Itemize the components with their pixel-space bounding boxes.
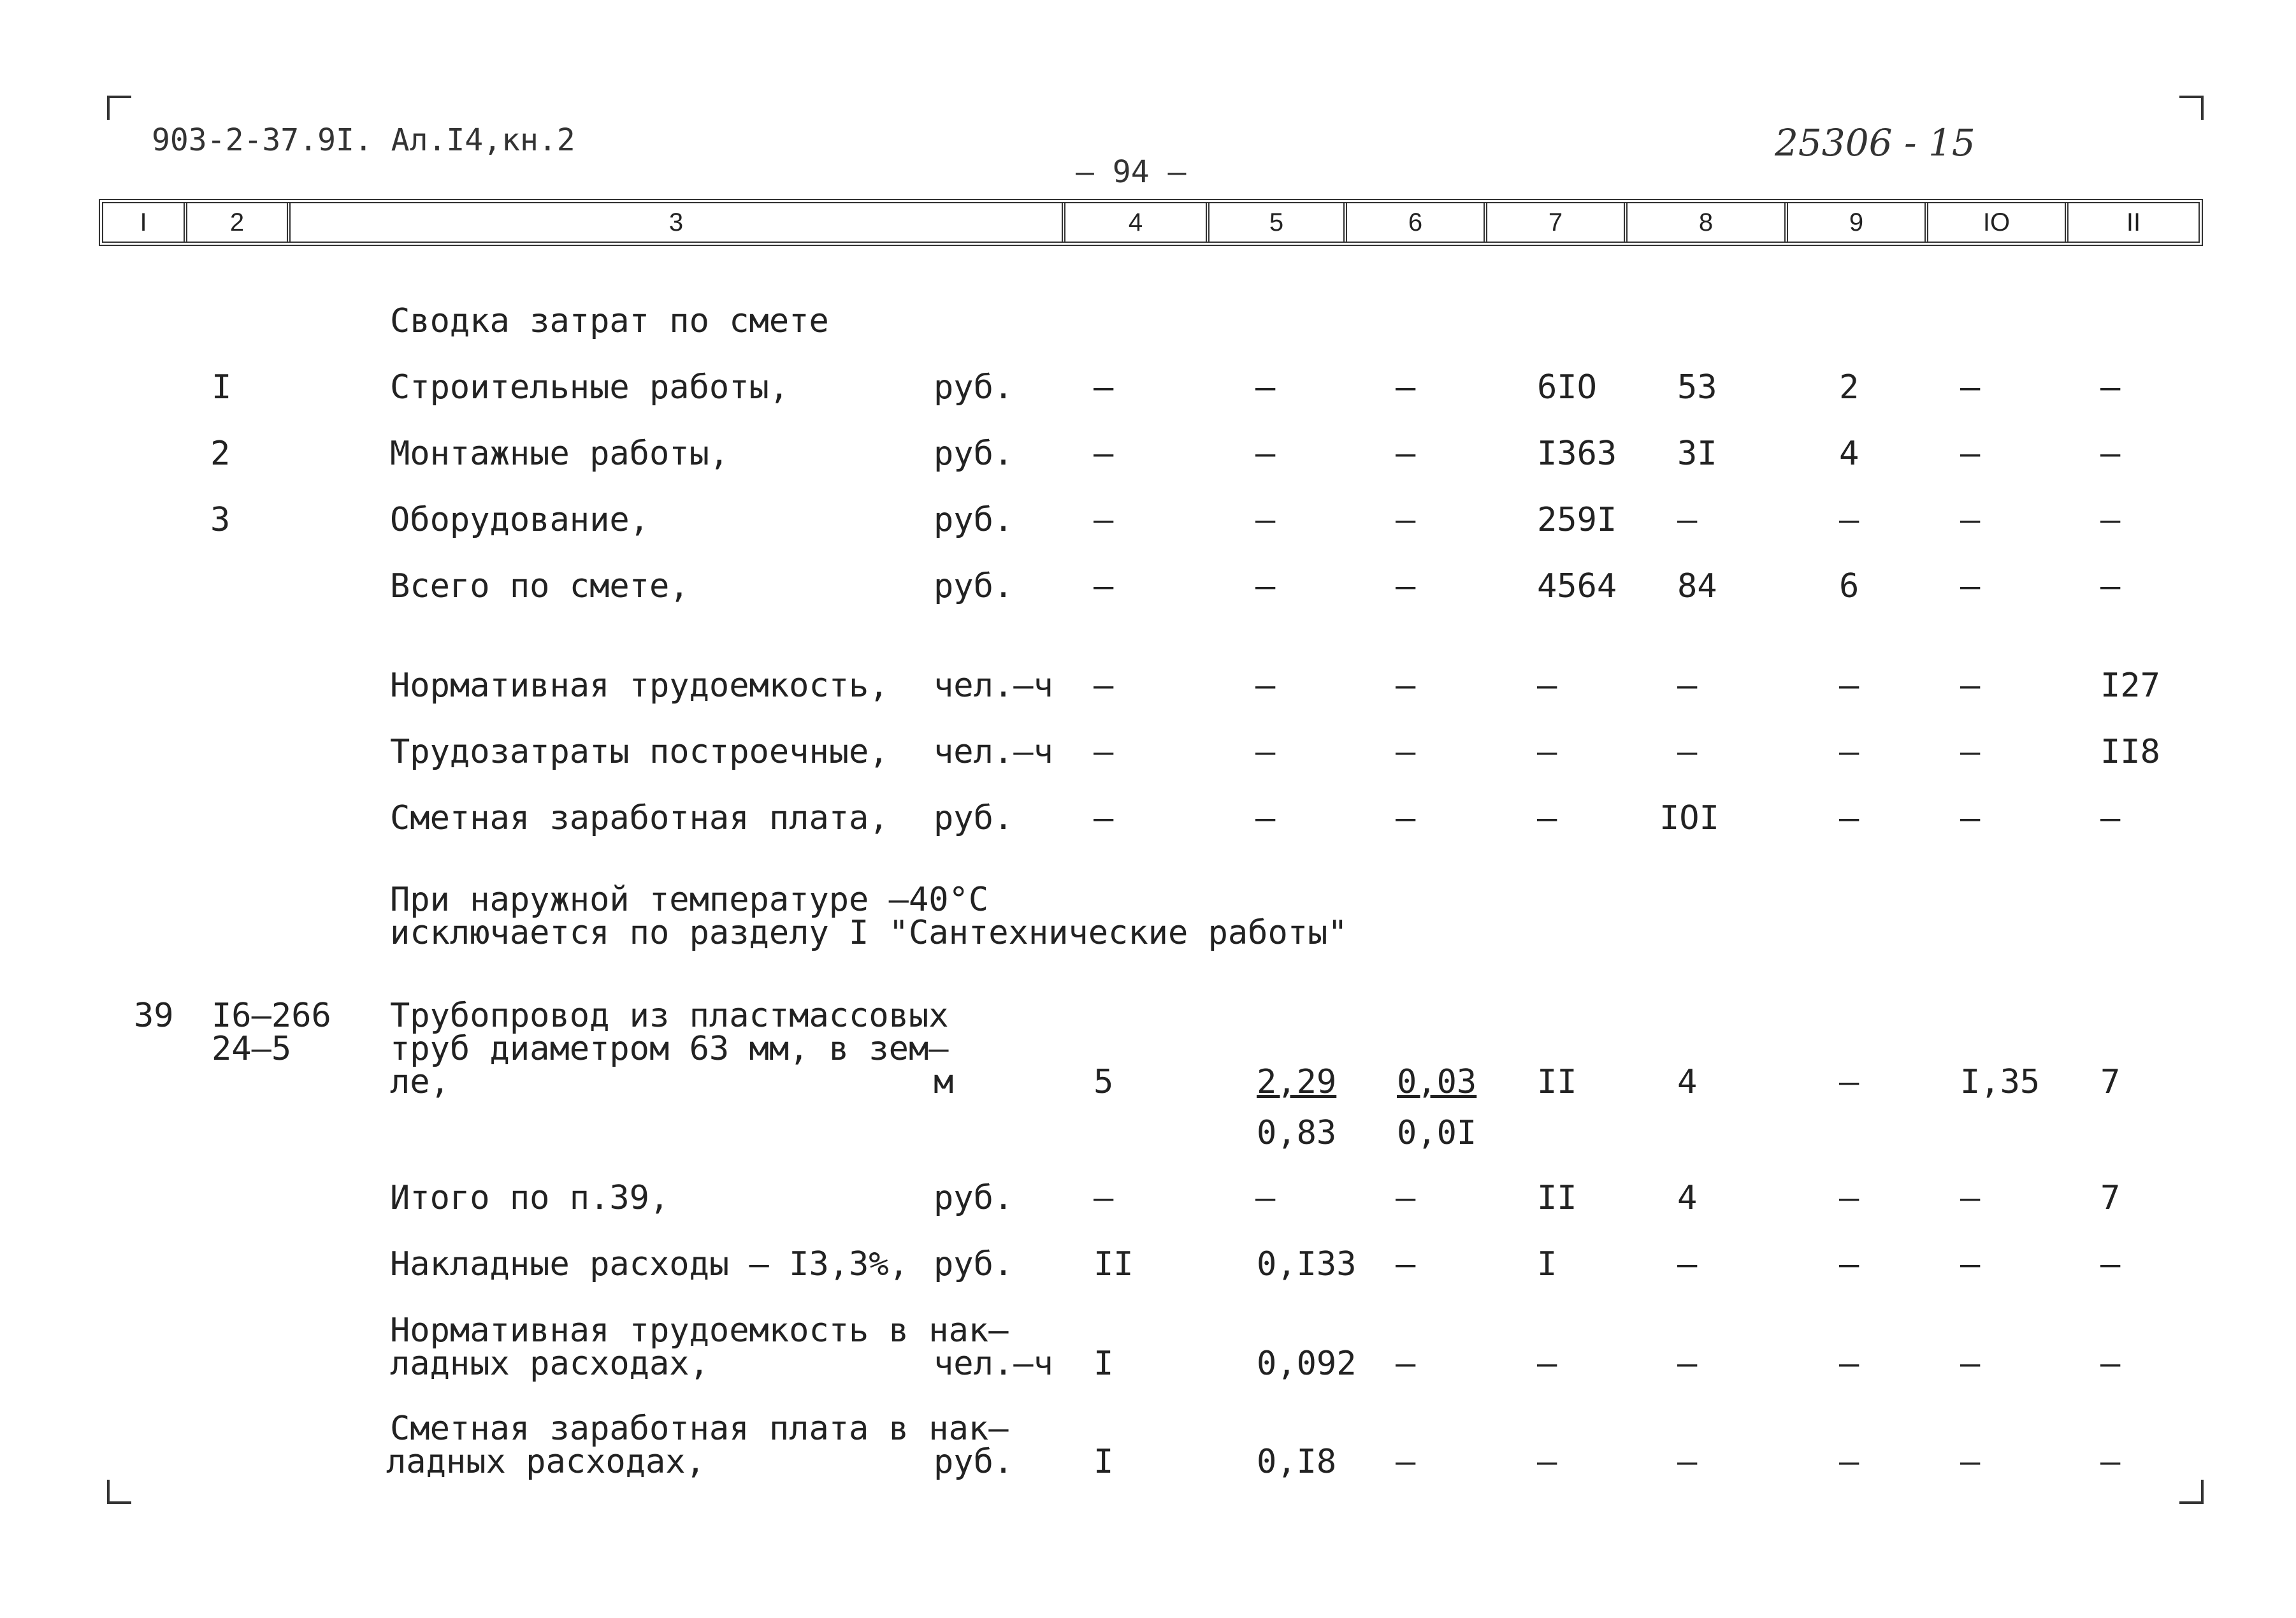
cell-col7: – bbox=[1537, 799, 1557, 837]
cell-col8: 84 bbox=[1677, 567, 1717, 605]
row-name: ладных расходах, bbox=[390, 1345, 709, 1383]
cell-col6: – bbox=[1396, 1245, 1416, 1283]
cell-col5: – bbox=[1255, 567, 1276, 605]
row-name: Всего по смете, bbox=[390, 567, 690, 605]
item-description: труб диаметром 63 мм, в зем– bbox=[390, 1030, 949, 1068]
item-number: 39 bbox=[134, 997, 174, 1035]
cell-col4: II bbox=[1094, 1245, 1134, 1283]
cell-col9: 2 bbox=[1839, 368, 1859, 407]
cell-col7: II bbox=[1537, 1063, 1577, 1101]
cell-col9: – bbox=[1839, 1245, 1859, 1283]
cell-col4: – bbox=[1094, 501, 1114, 539]
cell-col9: 4 bbox=[1839, 435, 1859, 473]
cell-col8: – bbox=[1677, 1345, 1698, 1383]
cell-col11: I27 bbox=[2100, 667, 2160, 705]
cell-col7: 4564 bbox=[1537, 567, 1617, 605]
cell-col7: I363 bbox=[1537, 435, 1617, 473]
handwritten-number: 25306 - 15 bbox=[1775, 121, 1975, 164]
cell-col5: – bbox=[1255, 501, 1276, 539]
cell-col11: – bbox=[2100, 501, 2121, 539]
cell-col6: – bbox=[1396, 435, 1416, 473]
cell-col10: – bbox=[1960, 667, 1981, 705]
cell-col8: – bbox=[1677, 667, 1698, 705]
cell-col5-top: 2,29 bbox=[1257, 1063, 1337, 1101]
cell-col6: – bbox=[1396, 667, 1416, 705]
row-name: Итого по п.39, bbox=[390, 1179, 670, 1217]
cell-col5: – bbox=[1255, 435, 1276, 473]
column-number: 2 bbox=[187, 203, 291, 242]
cell-col4: – bbox=[1094, 667, 1114, 705]
row-name: Сметная заработная плата в нак– bbox=[390, 1410, 1009, 1448]
row-unit: руб. bbox=[934, 368, 1014, 407]
column-number: 5 bbox=[1209, 203, 1347, 242]
cell-col6-bottom: 0,0I bbox=[1397, 1114, 1477, 1152]
cell-col9: – bbox=[1839, 1443, 1859, 1481]
cell-col4: I bbox=[1094, 1443, 1114, 1481]
column-number: 6 bbox=[1347, 203, 1487, 242]
row-unit: чел.–ч bbox=[934, 733, 1053, 771]
note-line-1: При наружной температуре –40°С bbox=[390, 881, 989, 919]
cell-col10: – bbox=[1960, 733, 1981, 771]
row-unit: руб. bbox=[934, 435, 1014, 473]
cell-col8: 3I bbox=[1677, 435, 1717, 473]
column-number: IO bbox=[1928, 203, 2069, 242]
cell-col11: – bbox=[2100, 1443, 2121, 1481]
document-code: 903-2-37.9I. Ал.I4,кн.2 bbox=[152, 122, 575, 158]
cell-col10: – bbox=[1960, 799, 1981, 837]
cell-col5: 0,I8 bbox=[1257, 1443, 1337, 1481]
cell-col11: – bbox=[2100, 567, 2121, 605]
row-unit: руб. bbox=[934, 501, 1014, 539]
cell-col10: I,35 bbox=[1960, 1063, 2040, 1101]
cell-col6-top: 0,03 bbox=[1397, 1063, 1477, 1101]
cell-col4: – bbox=[1094, 435, 1114, 473]
cell-col6: – bbox=[1396, 1443, 1416, 1481]
cell-col7: 259I bbox=[1537, 501, 1617, 539]
cell-col8: 4 bbox=[1677, 1063, 1698, 1101]
column-number: 8 bbox=[1628, 203, 1788, 242]
cell-col6: – bbox=[1396, 733, 1416, 771]
cell-col9: – bbox=[1839, 1179, 1859, 1217]
cell-col11: II8 bbox=[2100, 733, 2160, 771]
column-number: I bbox=[103, 203, 187, 242]
row-number: 2 bbox=[210, 435, 231, 473]
cell-col7: – bbox=[1537, 733, 1557, 771]
corner-mark-bottom-right bbox=[2179, 1480, 2204, 1504]
cell-col9: 6 bbox=[1839, 567, 1859, 605]
cell-col9: – bbox=[1839, 667, 1859, 705]
cell-col8: 53 bbox=[1677, 368, 1717, 407]
cell-col6: – bbox=[1396, 567, 1416, 605]
row-number: 3 bbox=[210, 501, 231, 539]
cell-col10: – bbox=[1960, 1245, 1981, 1283]
cell-col10: – bbox=[1960, 368, 1981, 407]
row-unit: руб. bbox=[934, 799, 1014, 837]
cell-col5: 0,092 bbox=[1257, 1345, 1357, 1383]
item-unit: м bbox=[934, 1063, 954, 1101]
cell-col7: I bbox=[1537, 1245, 1557, 1283]
row-name: Сметная заработная плата, bbox=[390, 799, 889, 837]
row-unit: руб. bbox=[934, 1245, 1014, 1283]
row-name: Накладные расходы – I3,3%, bbox=[390, 1245, 909, 1283]
cell-col10: – bbox=[1960, 1345, 1981, 1383]
cell-col7: – bbox=[1537, 1345, 1557, 1383]
cell-col8: – bbox=[1677, 733, 1698, 771]
cell-col4: – bbox=[1094, 733, 1114, 771]
item-description: ле, bbox=[390, 1063, 450, 1101]
column-number: 3 bbox=[291, 203, 1065, 242]
cell-col9: – bbox=[1839, 1063, 1859, 1101]
cell-col11: – bbox=[2100, 1345, 2121, 1383]
cell-col10: – bbox=[1960, 501, 1981, 539]
summary-title: Сводка затрат по смете bbox=[390, 302, 829, 340]
cell-col4: 5 bbox=[1094, 1063, 1114, 1101]
cell-col11: 7 bbox=[2100, 1063, 2121, 1101]
cell-col4: I bbox=[1094, 1345, 1114, 1383]
cell-col11: – bbox=[2100, 1245, 2121, 1283]
cell-col4: – bbox=[1094, 567, 1114, 605]
row-unit: чел.–ч bbox=[934, 1345, 1053, 1383]
cell-col6: – bbox=[1396, 799, 1416, 837]
row-name: Строительные работы, bbox=[390, 368, 790, 407]
cell-col7: II bbox=[1537, 1179, 1577, 1217]
item-description: Трубопровод из пластмассовых bbox=[390, 997, 949, 1035]
row-number: I bbox=[212, 368, 232, 407]
cell-col7: 6IO bbox=[1537, 368, 1597, 407]
cell-col4: – bbox=[1094, 1179, 1114, 1217]
row-unit: чел.–ч bbox=[934, 667, 1053, 705]
cell-col5: – bbox=[1255, 1179, 1276, 1217]
row-unit: руб. bbox=[934, 1443, 1014, 1481]
cell-col7: – bbox=[1537, 667, 1557, 705]
cell-col8: – bbox=[1677, 1245, 1698, 1283]
cell-col5: – bbox=[1255, 733, 1276, 771]
cell-col8: – bbox=[1677, 501, 1698, 539]
cell-col6: – bbox=[1396, 1345, 1416, 1383]
cell-col11: – bbox=[2100, 435, 2121, 473]
cell-col11: – bbox=[2100, 368, 2121, 407]
page-number: — 94 — bbox=[1076, 154, 1187, 190]
cell-col4: – bbox=[1094, 799, 1114, 837]
row-name: Нормативная трудоемкость в нак– bbox=[390, 1311, 1009, 1350]
cell-col6: – bbox=[1396, 1179, 1416, 1217]
row-name: Оборудование, bbox=[390, 501, 649, 539]
row-unit: руб. bbox=[934, 567, 1014, 605]
cell-col11: 7 bbox=[2100, 1179, 2121, 1217]
cell-col10: – bbox=[1960, 1443, 1981, 1481]
cell-col5: 0,I33 bbox=[1257, 1245, 1357, 1283]
cell-col9: – bbox=[1839, 733, 1859, 771]
corner-mark-top-left bbox=[107, 96, 131, 120]
cell-col8: IOI bbox=[1659, 799, 1719, 837]
note-line-2: исключается по разделу I "Сантехнические работы" bbox=[390, 914, 1348, 952]
cell-col5: – bbox=[1255, 799, 1276, 837]
cell-col8: 4 bbox=[1677, 1179, 1698, 1217]
row-name: Монтажные работы, bbox=[390, 435, 730, 473]
corner-mark-bottom-left bbox=[107, 1480, 131, 1504]
row-name: ладных расходах, bbox=[386, 1443, 705, 1481]
cell-col11: – bbox=[2100, 799, 2121, 837]
column-number-bar bbox=[99, 199, 2203, 246]
corner-mark-top-right bbox=[2179, 96, 2204, 120]
cell-col5: – bbox=[1255, 368, 1276, 407]
cell-col7: – bbox=[1537, 1443, 1557, 1481]
cell-col5: – bbox=[1255, 667, 1276, 705]
cell-col10: – bbox=[1960, 1179, 1981, 1217]
cell-col10: – bbox=[1960, 567, 1981, 605]
column-number: 9 bbox=[1788, 203, 1928, 242]
cell-col9: – bbox=[1839, 799, 1859, 837]
column-number: 4 bbox=[1065, 203, 1209, 242]
cell-col10: – bbox=[1960, 435, 1981, 473]
cell-col9: – bbox=[1839, 1345, 1859, 1383]
column-number: 7 bbox=[1487, 203, 1628, 242]
cell-col5-bottom: 0,83 bbox=[1257, 1114, 1337, 1152]
row-unit: руб. bbox=[934, 1179, 1014, 1217]
cell-col9: – bbox=[1839, 501, 1859, 539]
cell-col6: – bbox=[1396, 501, 1416, 539]
row-name: Трудозатраты построечные, bbox=[390, 733, 889, 771]
row-name: Нормативная трудоемкость, bbox=[390, 667, 889, 705]
item-code: I6–266 bbox=[212, 997, 331, 1035]
column-number: II bbox=[2126, 208, 2141, 236]
cell-col4: – bbox=[1094, 368, 1114, 407]
cell-col8: – bbox=[1677, 1443, 1698, 1481]
cell-col6: – bbox=[1396, 368, 1416, 407]
item-code: 24–5 bbox=[212, 1030, 292, 1068]
